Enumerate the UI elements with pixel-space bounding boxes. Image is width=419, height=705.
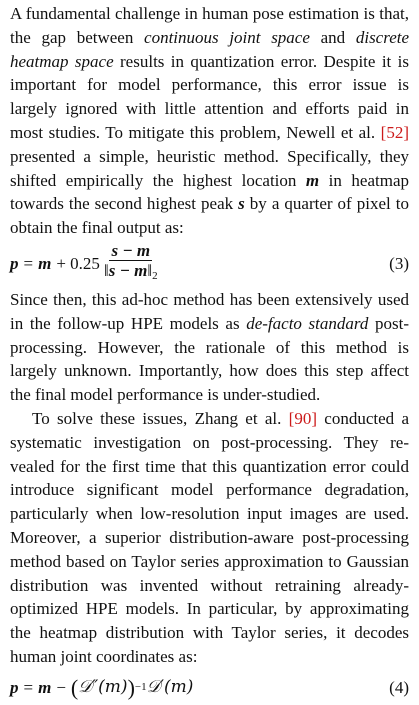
paragraph-adhoc-method (10, 288, 409, 407)
citation-link-52[interactable]: [52] (380, 122, 409, 142)
text-span: presented a simple, heuristic method. Specifically, they shifted empirically the highest location (10, 146, 409, 190)
citation-link-90[interactable]: [90] (288, 408, 317, 428)
math-symbol-m: m (38, 677, 52, 697)
math-symbol-s: s (238, 194, 245, 214)
norm-close: ‖ (147, 261, 153, 281)
math-paren-open: ( (70, 674, 79, 700)
norm-subscript: 2 (152, 270, 158, 283)
text-span: conducted a systematic investigation on post-processing. They revealed for the first time that this quantization error could introduce significant model performance degradation, particularly when low-resolution input images are used. Moreover, a superior distribution-aware post-processing method based on Taylor series approximation to Gaussian distribution was invented without retraining already-optimized HPE models. In particular, by approximating the heatmap distribution with Taylor series, it decodes human joint coordinates as: (10, 408, 409, 666)
math-second-derivative: 𝒟″(m) (78, 676, 128, 697)
math-coefficient: + 0.25 (56, 254, 100, 274)
equation-3-body (10, 241, 162, 286)
math-symbol-p: p (10, 677, 19, 697)
math-symbol-p: p (10, 254, 19, 274)
text-span: To solve these issues, Zhang et al. (32, 408, 289, 428)
fraction-numerator: s − m (111, 241, 151, 261)
equation-4-body (10, 676, 193, 700)
math-symbol-m: m (38, 254, 52, 274)
math-first-derivative: 𝒟′(m) (146, 676, 194, 697)
emphasis-continuous-joint-space: continuous joint space (144, 27, 310, 47)
math-fraction (102, 241, 160, 286)
fraction-denominator (102, 261, 160, 286)
math-minus: − (56, 677, 66, 697)
text-span: Since then, this ad-hoc method has been extensively used in the follow-up HPE models as (10, 289, 409, 333)
math-exponent: −1 (134, 680, 147, 693)
equation-3 (10, 242, 409, 286)
math-symbol-m: m (305, 170, 320, 190)
emphasis-discrete-heatmap-space: discrete heatmap space (10, 27, 410, 71)
emphasis-de-facto-standard: de-facto standard (246, 313, 369, 333)
norm-open: ‖ (103, 261, 109, 281)
equation-4 (10, 671, 409, 705)
text-span: post-processing. However, the rationale of this method is largely unknown. Importantly, how does this step affect the final model performance is under-studied. (10, 313, 410, 405)
text-span: and (309, 27, 356, 47)
text-span: in heatmap towards the second highest peak (10, 170, 409, 214)
text-span: by a quarter of pixel to obtain the final output as: (10, 194, 409, 238)
text-span: A fundamental challenge in human pose estimation is that, the gap between (10, 4, 409, 47)
math-paren-close: ) (127, 674, 135, 700)
paragraph-zhang-investigation (10, 407, 409, 669)
equation-number-4: (4) (389, 677, 409, 697)
math-equals: = (23, 254, 34, 274)
text-span: results in quantization error. Despite it is important for model performance, this error issue is largely ignored with little attention and efforts paid in most studies. To mitigate this problem, Newell et al. (10, 51, 409, 142)
math-equals: = (23, 677, 34, 697)
norm-body: s − m (108, 261, 148, 281)
equation-number-3: (3) (389, 254, 409, 274)
paragraph-quantization-intro (10, 2, 409, 240)
